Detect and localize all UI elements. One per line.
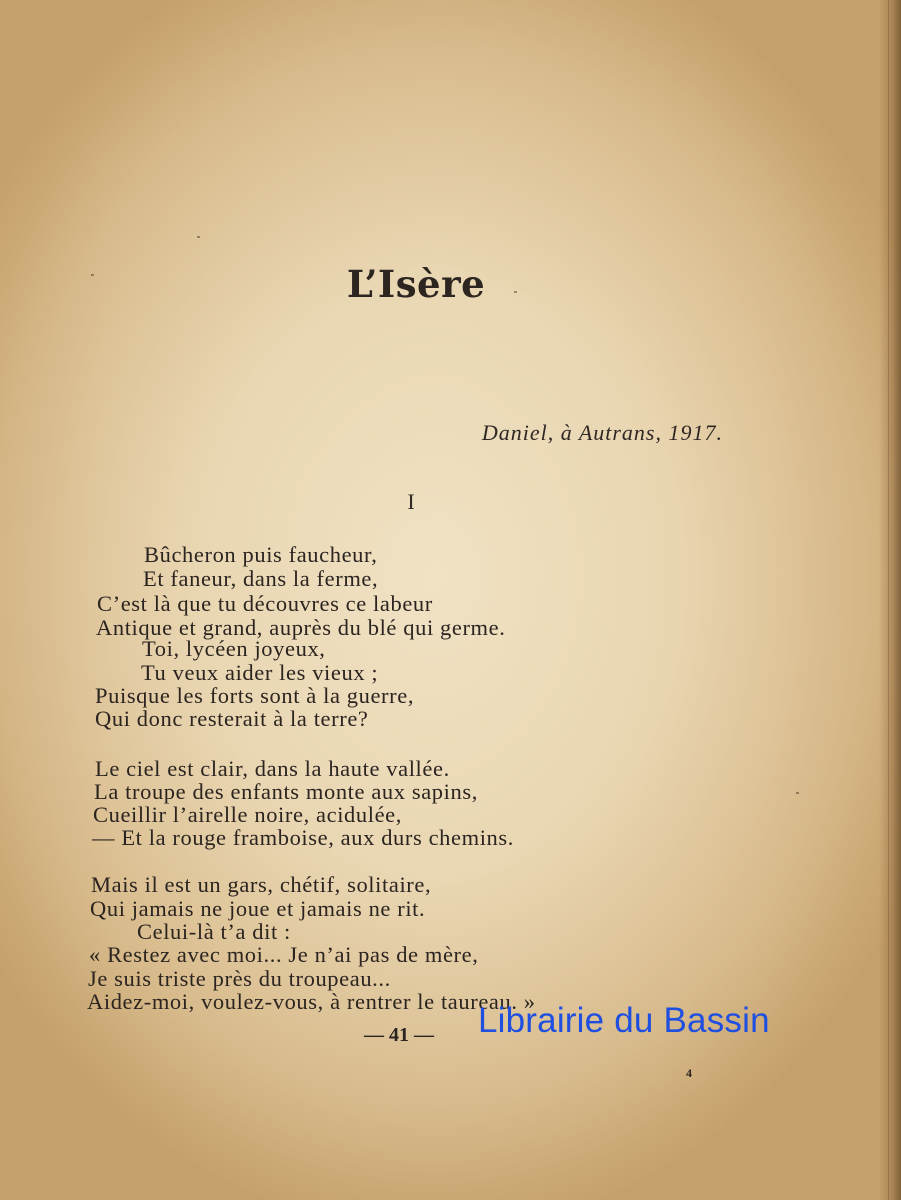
verse-line: Qui jamais ne joue et jamais ne rit. [90, 896, 426, 921]
paper-speck [197, 236, 200, 238]
verse-line: Puisque les forts sont à la guerre, [95, 683, 415, 708]
verse-line: Cueillir l’airelle noire, acidulée, [93, 802, 402, 827]
verse-line: Aidez-moi, voulez-vous, à rentrer le taureau. » [87, 989, 536, 1014]
verse-line: Antique et grand, auprès du blé qui germe. [96, 615, 506, 640]
poem-title: L’Isère [346, 262, 486, 306]
verse-line: Tu veux aider les vieux ; [141, 660, 379, 685]
verse-line: « Restez avec moi... Je n’ai pas de mère, [89, 942, 479, 967]
page-edge-shadow [879, 0, 901, 1200]
verse-line: Toi, lycéen joyeux, [142, 636, 326, 661]
dedication: Daniel, à Autrans, 1917. [481, 420, 723, 445]
paper-speck [796, 792, 799, 794]
section-number: I [407, 489, 415, 514]
verse-line: Celui-là t’a dit : [137, 919, 291, 944]
signature-mark: 4 [686, 1066, 692, 1080]
page-number: — 41 — [364, 1024, 434, 1046]
verse-line: Le ciel est clair, dans la haute vallée. [95, 756, 450, 781]
page-edge-line [888, 0, 889, 1200]
verse-line: Et faneur, dans la ferme, [143, 566, 379, 591]
verse-line: C’est là que tu découvres ce labeur [97, 591, 433, 616]
verse-line: Qui donc resterait à la terre? [95, 706, 369, 731]
watermark: Librairie du Bassin [478, 1001, 770, 1040]
verse-line: Bûcheron puis faucheur, [144, 542, 378, 567]
verse-line: Je suis triste près du troupeau... [88, 966, 391, 991]
verse-line: Mais il est un gars, chétif, solitaire, [91, 872, 432, 897]
verse-line: — Et la rouge framboise, aux durs chemins. [92, 825, 514, 850]
verse-line: La troupe des enfants monte aux sapins, [94, 779, 478, 804]
